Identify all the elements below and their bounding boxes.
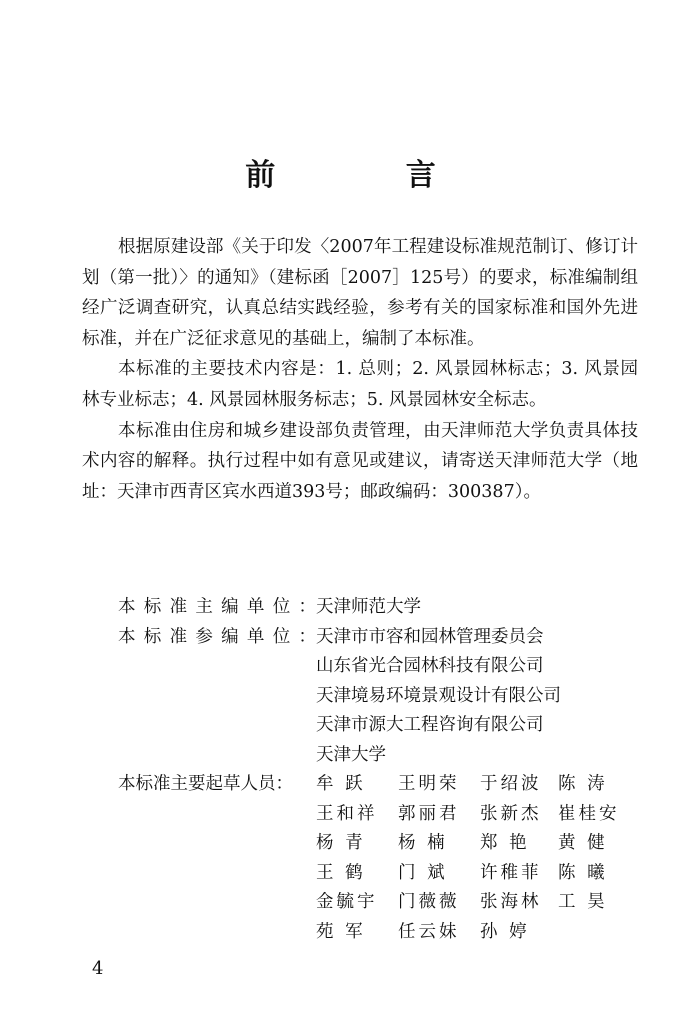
drafter-name: 门 斌 (398, 862, 448, 883)
drafter-name: 陈 涛 (558, 774, 608, 794)
chief-editor-label (118, 593, 316, 623)
co-editor-units (316, 623, 561, 771)
drafter-name: 王和祥 (316, 803, 378, 824)
unit-item: 天津师范大学 (316, 597, 421, 617)
page-number: 4 (92, 958, 104, 979)
paragraph-1: 根据原建设部《关于印发〈2007年工程建设标准规范制订、修订计划（第一批）〉的通知》（建标函［2007］125号）的要求，标准编制组经广泛调查研究，认真总结实践经验，参考有关的国家标准和国外先进标准，并在广泛征求意见的基础上，编制了本标准。 (82, 237, 638, 349)
label-char: 本 (118, 597, 136, 617)
drafter-name: 张海林 (480, 892, 542, 912)
drafters-label: 本标准主要起草人员： (118, 774, 293, 794)
drafter-name: 牟 跃 (316, 774, 366, 794)
co-editor-label (118, 623, 316, 771)
unit-item: 天津市市容和园林管理委员会 (316, 626, 544, 647)
label-char: 标 (143, 597, 162, 617)
drafter-name: 王明荣 (398, 774, 460, 794)
drafter-name: 工 昊 (558, 892, 608, 912)
drafter-name: 任云妹 (398, 921, 460, 942)
chief-editor-row (118, 593, 618, 623)
label-char: ： (298, 597, 316, 617)
drafter-name: 门薇薇 (398, 892, 460, 912)
label-char: 主 (195, 597, 213, 617)
label-char: 准 (169, 597, 188, 617)
label-char: 标 (143, 626, 162, 647)
label-char: 单 (246, 597, 265, 617)
drafter-name: 金毓宇 (316, 892, 378, 912)
drafter-name: 孙 婷 (480, 921, 530, 942)
drafter-name: 杨 青 (316, 833, 366, 853)
drafter-name: 郑 艳 (480, 833, 530, 853)
label-char: 准 (169, 626, 188, 647)
paragraph-2: 本标准的主要技术内容是：1. 总则；2. 风景园林标志；3. 风景园林专业标志；4. 风景园林服务标志；5. 风景园林安全标志。 (82, 359, 638, 410)
drafters-grid (316, 770, 618, 947)
preface-body (82, 232, 638, 507)
label-char: 位 (272, 597, 291, 617)
drafter-name: 许稚菲 (480, 862, 542, 883)
unit-item: 山东省光合园林科技有限公司 (316, 656, 544, 676)
unit-item: 天津大学 (316, 744, 386, 765)
credits-block (118, 593, 618, 947)
label-char: 参 (195, 626, 213, 647)
drafter-name: 王 鹤 (316, 862, 366, 883)
label-char: 单 (246, 626, 265, 647)
drafter-name: 郭丽君 (398, 803, 460, 824)
co-editor-row (118, 623, 618, 771)
drafter-name: 于绍波 (480, 774, 542, 794)
drafter-name: 陈 曦 (558, 862, 608, 883)
label-char: ： (298, 626, 316, 647)
paragraph-3: 本标准由住房和城乡建设部负责管理，由天津师范大学负责具体技术内容的解释。执行过程中如有意见或建议，请寄送天津师范大学（地址：天津市西青区宾水西道393号；邮政编码：300387）。 (82, 420, 638, 502)
drafter-name: 崔桂安 (558, 803, 620, 824)
label-char: 本 (118, 626, 136, 647)
drafter-name: 苑 军 (316, 921, 366, 942)
unit-item: 天津境易环境景观设计有限公司 (316, 685, 561, 706)
label-char: 编 (221, 597, 239, 617)
drafter-name: 黄 健 (558, 833, 608, 853)
unit-item: 天津市源大工程咨询有限公司 (316, 715, 544, 735)
label-char: 编 (221, 626, 239, 647)
drafter-name: 张新杰 (480, 803, 542, 824)
drafter-name: 杨 楠 (398, 833, 448, 853)
drafters-row (118, 770, 618, 947)
chief-editor-units (316, 593, 421, 623)
page-title: 前 言 (245, 158, 496, 193)
label-char: 位 (272, 626, 291, 647)
